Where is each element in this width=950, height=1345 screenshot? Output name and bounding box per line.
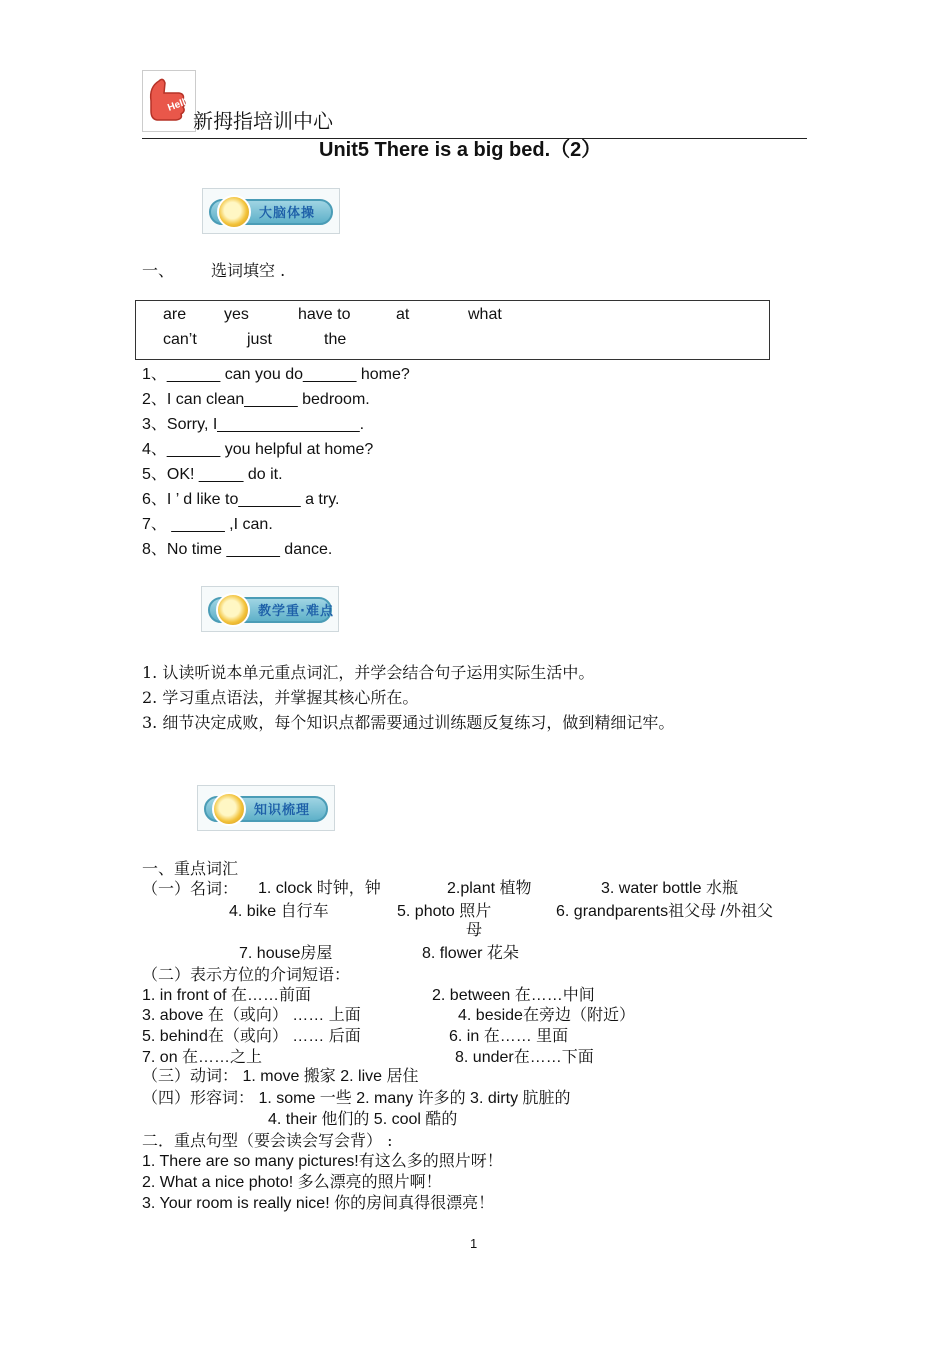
goal-item: 1. 认读听说本单元重点词汇，并学会结合句子运用实际生活中。 [142,663,595,682]
noun-item-wrap: 母 [466,922,483,939]
word-bank-word: just [247,331,272,348]
word-bank-word: the [324,331,347,348]
word-bank-word: are [163,306,187,323]
word-bank-word: yes [224,306,249,323]
adjectives-line: （四）形容词： 1. some 一些 2. many 许多的 3. dirty 肮脏的 [142,1090,571,1107]
org-name: 新拇指培训中心 [193,109,333,133]
page-title: Unit5 There is a big bed.（2） [319,139,602,161]
exercise-heading: 选词填空 . [211,261,286,280]
badge-label: 知识梳理 [254,803,311,818]
exercise-item: 2、I can clean______ bedroom. [142,391,370,408]
exercise-heading-number: 一、 [142,261,175,280]
exercise-item: 6、I ’ d like to_______ a try. [142,491,340,508]
noun-item: 1. clock 时钟，钟 [258,880,381,897]
noun-item: 4. bike 自行车 [229,903,329,920]
nouns-label: （一）名词： [142,879,239,898]
word-bank-word: what [468,306,502,323]
prep-item: 6. in 在…… 里面 [449,1028,569,1045]
badge-focus [201,586,339,632]
noun-item: 8. flower 花朵 [422,945,519,962]
sentence-item: 3. Your room is really nice! 你的房间真得很漂亮！ [142,1195,495,1212]
verbs-line: （三）动词： 1. move 搬家 2. live 居住 [142,1068,419,1085]
prep-item: 5. behind在（或向） …… 后面 [142,1028,361,1045]
noun-item: 5. photo 照片 [397,903,492,920]
badge-label: 大脑体操 [259,206,316,221]
sentence-item: 1. There are so many pictures!有这么多的照片呀！ [142,1153,503,1170]
exercise-item: 7、 ______ ,I can. [142,516,273,533]
vocab-heading: 一、重点词汇 [142,859,239,878]
goal-item: 3. 细节决定成败，每个知识点都需要通过训练题反复练习，做到精细记牢。 [142,713,675,732]
logo-text: Hello! [166,93,195,114]
noun-item: 7. house房屋 [239,945,333,962]
sentence-heading: 二．重点句型（要会读会写会背） : [142,1131,393,1150]
noun-item: 3. water bottle 水瓶 [601,880,738,897]
exercise-item: 5、OK! _____ do it. [142,466,283,483]
noun-item: 6. grandparents祖父母 /外祖父 [556,903,773,920]
word-bank-word: at [396,306,410,323]
noun-item: 2.plant 植物 [447,880,532,897]
thumbs-up-icon [143,71,195,131]
prep-item: 7. on 在……之上 [142,1049,263,1066]
prep-item: 2. between 在……中间 [432,987,595,1004]
word-bank-word: can’t [163,331,197,348]
prep-item: 3. above 在（或向） …… 上面 [142,1007,361,1024]
adjectives-line: 4. their 他们的 5. cool 酷的 [268,1111,458,1128]
badge-warmup [202,188,340,234]
exercise-item: 3、Sorry, I________________. [142,416,365,433]
page-number: 1 [470,1236,478,1251]
sentence-item: 2. What a nice photo! 多么漂亮的照片啊！ [142,1174,442,1191]
exercise-item: 1、______ can you do______ home? [142,366,410,383]
lightbulb-icon [217,195,251,229]
word-bank-word: have to [298,306,351,323]
logo-image [142,70,196,132]
prep-item: 8. under在……下面 [455,1049,594,1066]
prep-item: 4. beside在旁边（附近） [458,1007,635,1024]
lightbulb-icon [212,792,246,826]
badge-knowledge [197,785,335,831]
prep-item: 1. in front of 在……前面 [142,987,311,1004]
exercise-item: 4、______ you helpful at home? [142,441,374,458]
badge-label: 教学重·难点 [258,604,334,619]
exercise-item: 8、No time ______ dance. [142,541,333,558]
prep-label: （二）表示方位的介词短语： [142,965,351,984]
goal-item: 2. 学习重点语法，并掌握其核心所在。 [142,688,419,707]
lightbulb-icon [216,593,250,627]
